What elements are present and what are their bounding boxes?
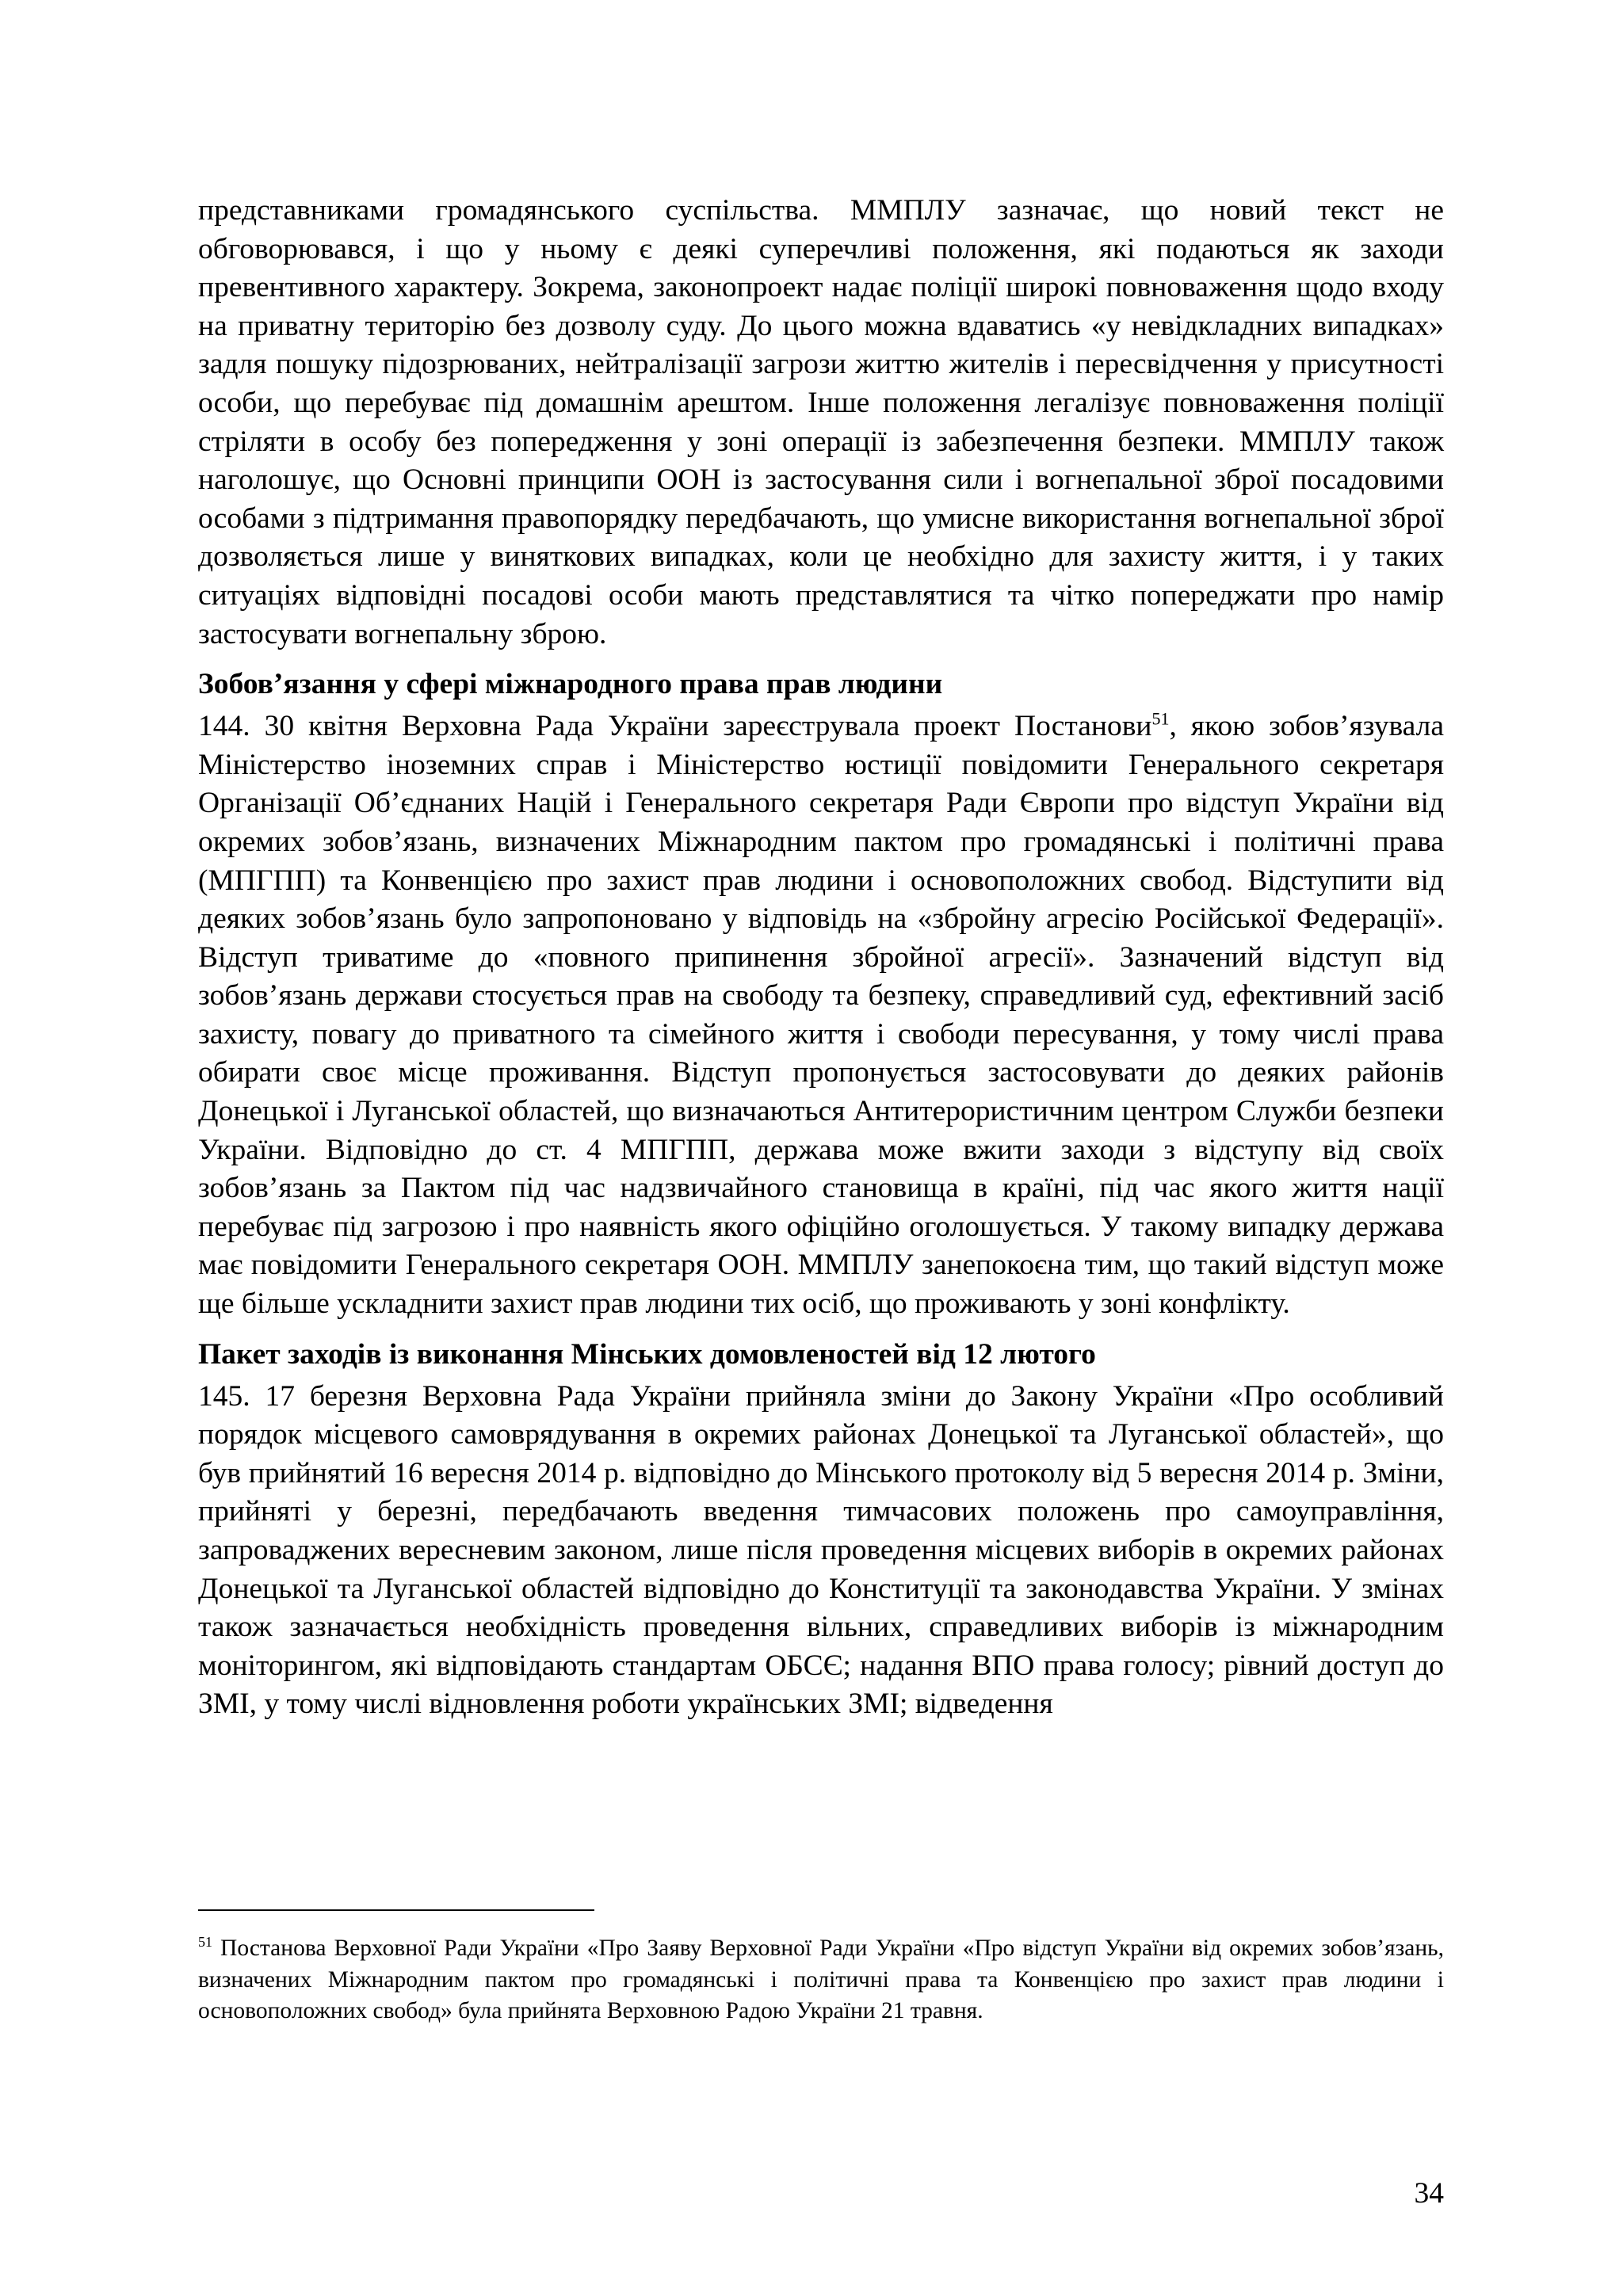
footnote-ref-51[interactable]: 51: [1151, 708, 1170, 729]
paragraph-144: [198, 707, 1444, 1324]
footnote-text: Постанова Верховної Ради України «Про Заяву Верховної Ради України «Про відступ України від окремих зобов’язань, визначених Міжнародним пактом про громадянські і політичні права та Конвенцією про захист прав людини і основоположних свобод» була прийнята Верховною Радою України 21 травня.: [198, 1936, 1444, 2023]
section-heading-human-rights-law: Зобов’язання у сфері міжнародного права прав людини: [198, 668, 943, 701]
paragraph-144-start: 144. 30 квітня Верховна Рада України зареєструвала проект Постанови: [198, 710, 1152, 743]
document-body: [198, 192, 1444, 1724]
section-heading-minsk-agreements: Пакет заходів із виконання Мінських домовленостей від 12 лютого: [198, 1337, 1096, 1371]
intro-paragraph: представниками громадянського суспільства. ММПЛУ зазначає, що новий текст не обговорювався, і що у ньому є деякі суперечливі положення, які подаються як заходи превентивного характеру. Зокрема, законопроект надає поліції широкі повноваження щодо входу на приватну територію без дозволу суду. До цього можна вдаватись «у невідкладних випадках» задля пошуку підозрюваних, нейтралізації загрози життю жителів і пересвідчення у присутності особи, що перебуває під домашнім арештом. Інше положення легалізує повноваження поліції стріляти в особу без попередження у зоні операції із забезпечення безпеки. ММПЛУ також наголошує, що Основні принципи ООН із застосування сили і вогнепальної зброї посадовими особами з підтримання правопорядку передбачають, що умисне використання вогнепальної зброї дозволяється лише у виняткових випадках, коли це необхідно для захисту життя, і у таких ситуаціях відповідні посадові особи мають представлятися та чітко попереджати про намір застосувати вогнепальну зброю.: [198, 194, 1444, 650]
footnote-separator: [198, 1909, 594, 1911]
footnote-51: [198, 1933, 1444, 2027]
page-number: 34: [1414, 2177, 1444, 2210]
paragraph-145: 145. 17 березня Верховна Рада України прийняла зміни до Закону України «Про особливий порядок місцевого самоврядування в окремих районах Донецької та Луганської областей», що був прийнятий 16 вересня 2014 р. відповідно до Мінського протоколу від 5 вересня 2014 р. Зміни, прийняті у березні, передбачають введення тимчасових положень про самоуправління, запроваджених вересневим законом, лише після проведення місцевих виборів в окремих районах Донецької та Луганської областей відповідно до Конституції та законодавства України. У змінах також зазначається необхідність проведення вільних, справедливих виборів із міжнародним моніторингом, які відповідають стандартам ОБСЄ; надання ВПО права голосу; рівний доступ до ЗМІ, у тому числі відновлення роботи українських ЗМІ; відведення: [198, 1379, 1444, 1721]
footnote-number: 51: [198, 1934, 212, 1951]
paragraph-144-rest: , якою зобов’язувала Міністерство іноземних справ і Міністерство юстиції повідомити Генерального секретаря Організації Об’єднаних Націй і Генерального секретаря Ради Європи про відступ України від окремих зобов’язань, визначених Міжнародним пактом про громадянські і політичні права (МПГПП) та Конвенцією про захист прав людини і основоположних свобод. Відступити від деяких зобов’язань було запропоновано у відповідь на «збройну агресію Російської Федерації». Відступ триватиме до «повного припинення збройної агресії». Зазначений відступ від зобов’язань держави стосується прав на свободу та безпеку, справедливий суд, ефективний засіб захисту, повагу до приватного та сімейного життя і свободи пересування, у тому числі права обирати своє місце проживання. Відступ пропонується застосовувати до деяких районів Донецької і Луганської областей, що визначаються Антитерористичним центром Служби безпеки України. Відповідно до ст. 4 МПГПП, держава може вжити заходи з відступу від своїх зобов’язань за Пактом під час надзвичайного становища в країні, під час якого життя нації перебуває під загрозою і про наявність якого офіційно оголошується. У такому випадку держава має повідомити Генерального секретаря ООН. ММПЛУ занепокоєна тим, що такий відступ може ще більше ускладнити захист прав людини тих осіб, що проживають у зоні конфлікту.: [198, 710, 1444, 1321]
